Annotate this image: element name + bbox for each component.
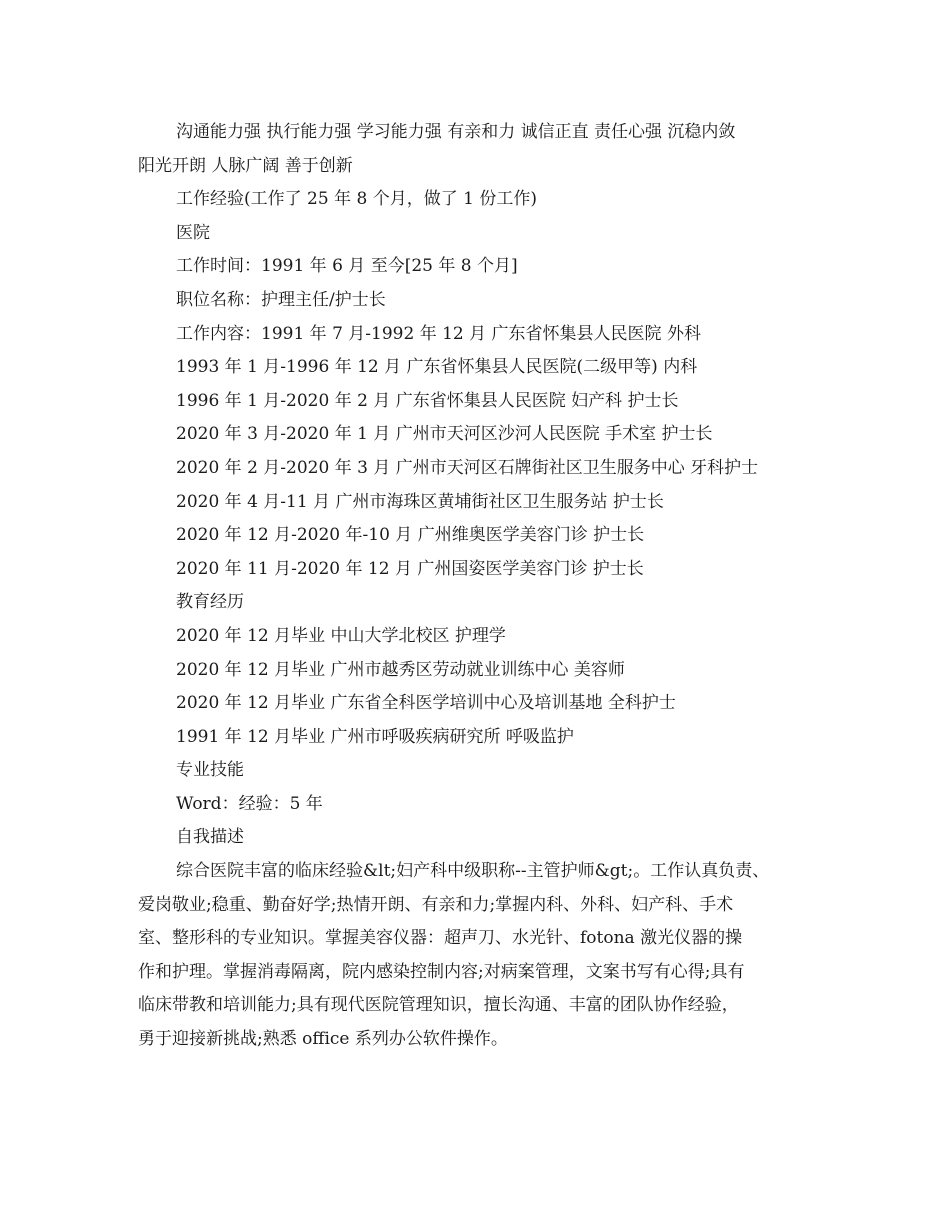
skills-line: Word：经验：5 年 bbox=[176, 793, 323, 814]
self-description-line: 爱岗敬业;稳重、勤奋好学;热情开朗、有亲和力;掌握内科、外科、妇产科、手术 bbox=[138, 894, 734, 915]
skills-heading: 专业技能 bbox=[176, 760, 244, 781]
self-description-line: 临床带教和培训能力;具有现代医院管理知识，擅长沟通、丰富的团队协作经验， bbox=[138, 995, 739, 1016]
education-line: 1991 年 12 月毕业 广州市呼吸疾病研究所 呼吸监护 bbox=[176, 726, 574, 747]
self-description-line: 勇于迎接新挑战;熟悉 office 系列办公软件操作。 bbox=[138, 1029, 508, 1050]
employer-name: 医院 bbox=[176, 222, 210, 243]
work-content-line: 2020 年 11 月-2020 年 12 月 广州国姿医学美容门诊 护士长 bbox=[176, 558, 644, 579]
work-content-line: 2020 年 3 月-2020 年 1 月 广州市天河区沙河人民医院 手术室 护士长 bbox=[176, 424, 713, 445]
work-content-line: 工作内容：1991 年 7 月-1992 年 12 月 广东省怀集县人民医院 外科 bbox=[176, 323, 701, 344]
self-description-line: 作和护理。掌握消毒隔离，院内感染控制内容;对病案管理，文案书写有心得;具有 bbox=[138, 961, 745, 982]
self-description-line: 室、整形科的专业知识。掌握美容仪器：超声刀、水光针、fotona 激光仪器的操 bbox=[138, 928, 743, 949]
education-line: 2020 年 12 月毕业 中山大学北校区 护理学 bbox=[176, 625, 506, 646]
education-line: 2020 年 12 月毕业 广东省全科医学培训中心及培训基地 全科护士 bbox=[176, 693, 676, 714]
work-content-list bbox=[138, 318, 828, 587]
work-content-line: 2020 年 12 月-2020 年-10 月 广州维奥医学美容门诊 护士长 bbox=[176, 525, 645, 546]
position-title: 职位名称：护理主任/护士长 bbox=[176, 289, 386, 310]
resume-body bbox=[138, 116, 828, 1057]
work-content-line: 1993 年 1 月-1996 年 12 月 广东省怀集县人民医院(二级甲等) 内科 bbox=[176, 357, 698, 378]
self-description-heading: 自我描述 bbox=[176, 827, 244, 848]
traits-line-1: 沟通能力强 执行能力强 学习能力强 有亲和力 诚信正直 责任心强 沉稳内敛 bbox=[176, 122, 736, 142]
self-description-line: 综合医院丰富的临床经验&lt;妇产科中级职称--主管护师&gt;。工作认真负责、 bbox=[176, 861, 770, 882]
work-content-line: 1996 年 1 月-2020 年 2 月 广东省怀集县人民医院 妇产科 护士长 bbox=[176, 390, 679, 411]
traits-line-2: 阳光开朗 人脉广阔 善于创新 bbox=[138, 155, 353, 176]
education-heading: 教育经历 bbox=[176, 592, 244, 613]
work-content-line: 2020 年 2 月-2020 年 3 月 广州市天河区石牌街社区卫生服务中心 牙科护士 bbox=[176, 457, 759, 478]
work-time: 工作时间：1991 年 6 月 至今[25 年 8 个月] bbox=[176, 256, 518, 277]
education-line: 2020 年 12 月毕业 广州市越秀区劳动就业训练中心 美容师 bbox=[176, 659, 625, 680]
work-experience-heading: 工作经验(工作了 25 年 8 个月，做了 1 份工作) bbox=[176, 189, 537, 210]
traits-paragraph bbox=[138, 116, 828, 183]
work-content-line: 2020 年 4 月-11 月 广州市海珠区黄埔街社区卫生服务站 护士长 bbox=[176, 491, 664, 512]
self-description-paragraph bbox=[138, 855, 828, 1057]
education-list bbox=[138, 620, 828, 754]
